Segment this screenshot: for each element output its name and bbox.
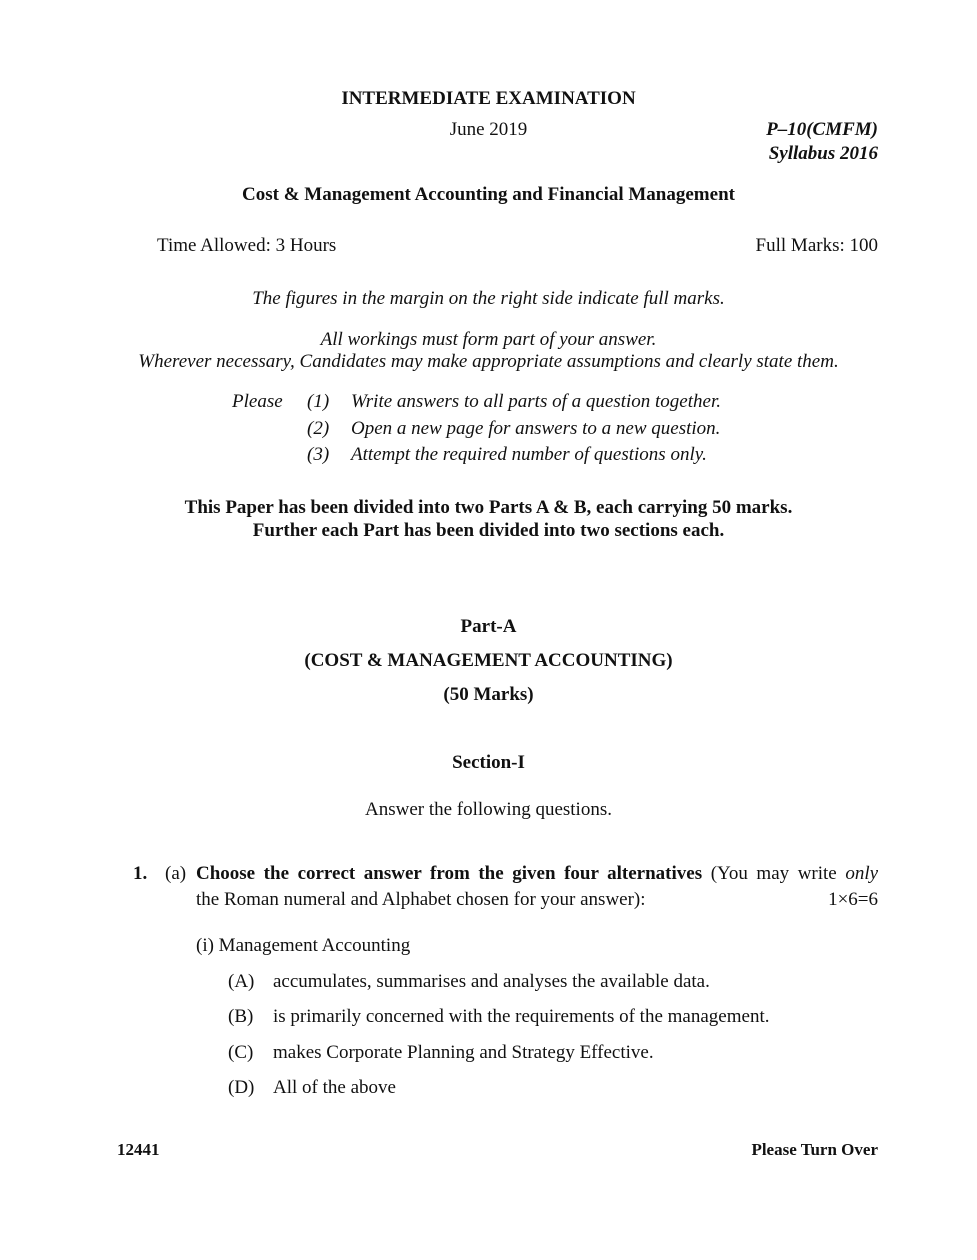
- instruction-text: Open a new page for answers to a new question.: [351, 418, 721, 439]
- option-letter: (B): [228, 1006, 254, 1027]
- time-allowed: Time Allowed: 3 Hours: [157, 235, 337, 256]
- part-title: Part-A: [460, 616, 517, 637]
- instruction-num: (1): [307, 391, 330, 412]
- option-text: is primarily concerned with the requirements of the management.: [273, 1006, 770, 1027]
- instruction-num: (3): [307, 444, 330, 465]
- question-bold-text: Choose the correct answer from the given four alternatives: [196, 863, 703, 884]
- paper-number: 12441: [117, 1140, 160, 1159]
- option-text: makes Corporate Planning and Strategy Effective.: [273, 1042, 654, 1063]
- sub-question-label: (i) Management Accounting: [196, 935, 411, 956]
- instruction-text: Write answers to all parts of a question together.: [351, 391, 721, 412]
- question-part-label: (a): [165, 863, 187, 884]
- question-line1: [196, 863, 878, 885]
- part-marks: (50 Marks): [443, 684, 534, 705]
- workings-note: All workings must form part of your answer.: [320, 329, 657, 350]
- paper-code: P–10(CMFM): [766, 119, 878, 140]
- option-text: accumulates, summarises and analyses the available data.: [273, 971, 710, 992]
- division-line: This Paper has been divided into two Parts A & B, each carrying 50 marks.: [184, 497, 793, 518]
- exam-title: INTERMEDIATE EXAMINATION: [341, 88, 636, 109]
- assumptions-note: Wherever necessary, Candidates may make appropriate assumptions and clearly state them.: [138, 351, 839, 372]
- question-line2: the Roman numeral and Alphabet chosen for your answer):: [196, 889, 646, 910]
- instruction-text: Attempt the required number of questions only.: [351, 444, 707, 465]
- section-title: Section-I: [452, 752, 525, 773]
- turn-over-note: Please Turn Over: [751, 1140, 878, 1159]
- section-instruction: Answer the following questions.: [365, 799, 612, 820]
- subject-title: Cost & Management Accounting and Financial Management: [242, 184, 735, 205]
- part-subtitle: (COST & MANAGEMENT ACCOUNTING): [304, 650, 673, 671]
- instruction-num: (2): [307, 418, 330, 439]
- option-letter: (D): [228, 1077, 255, 1098]
- option-text: All of the above: [273, 1077, 396, 1098]
- question-marks: 1×6=6: [828, 889, 878, 910]
- question-text-italic: only: [845, 863, 879, 884]
- full-marks: Full Marks: 100: [755, 235, 878, 256]
- question-number: 1.: [133, 863, 148, 884]
- question-text-pre: (You may write: [710, 863, 837, 884]
- syllabus: Syllabus 2016: [768, 143, 878, 164]
- option-letter: (A): [228, 971, 255, 992]
- margin-note: The figures in the margin on the right side indicate full marks.: [252, 288, 725, 309]
- option-letter: (C): [228, 1042, 254, 1063]
- please-label: Please: [232, 391, 283, 412]
- division-line: Further each Part has been divided into two sections each.: [252, 520, 725, 541]
- exam-session: June 2019: [449, 119, 528, 140]
